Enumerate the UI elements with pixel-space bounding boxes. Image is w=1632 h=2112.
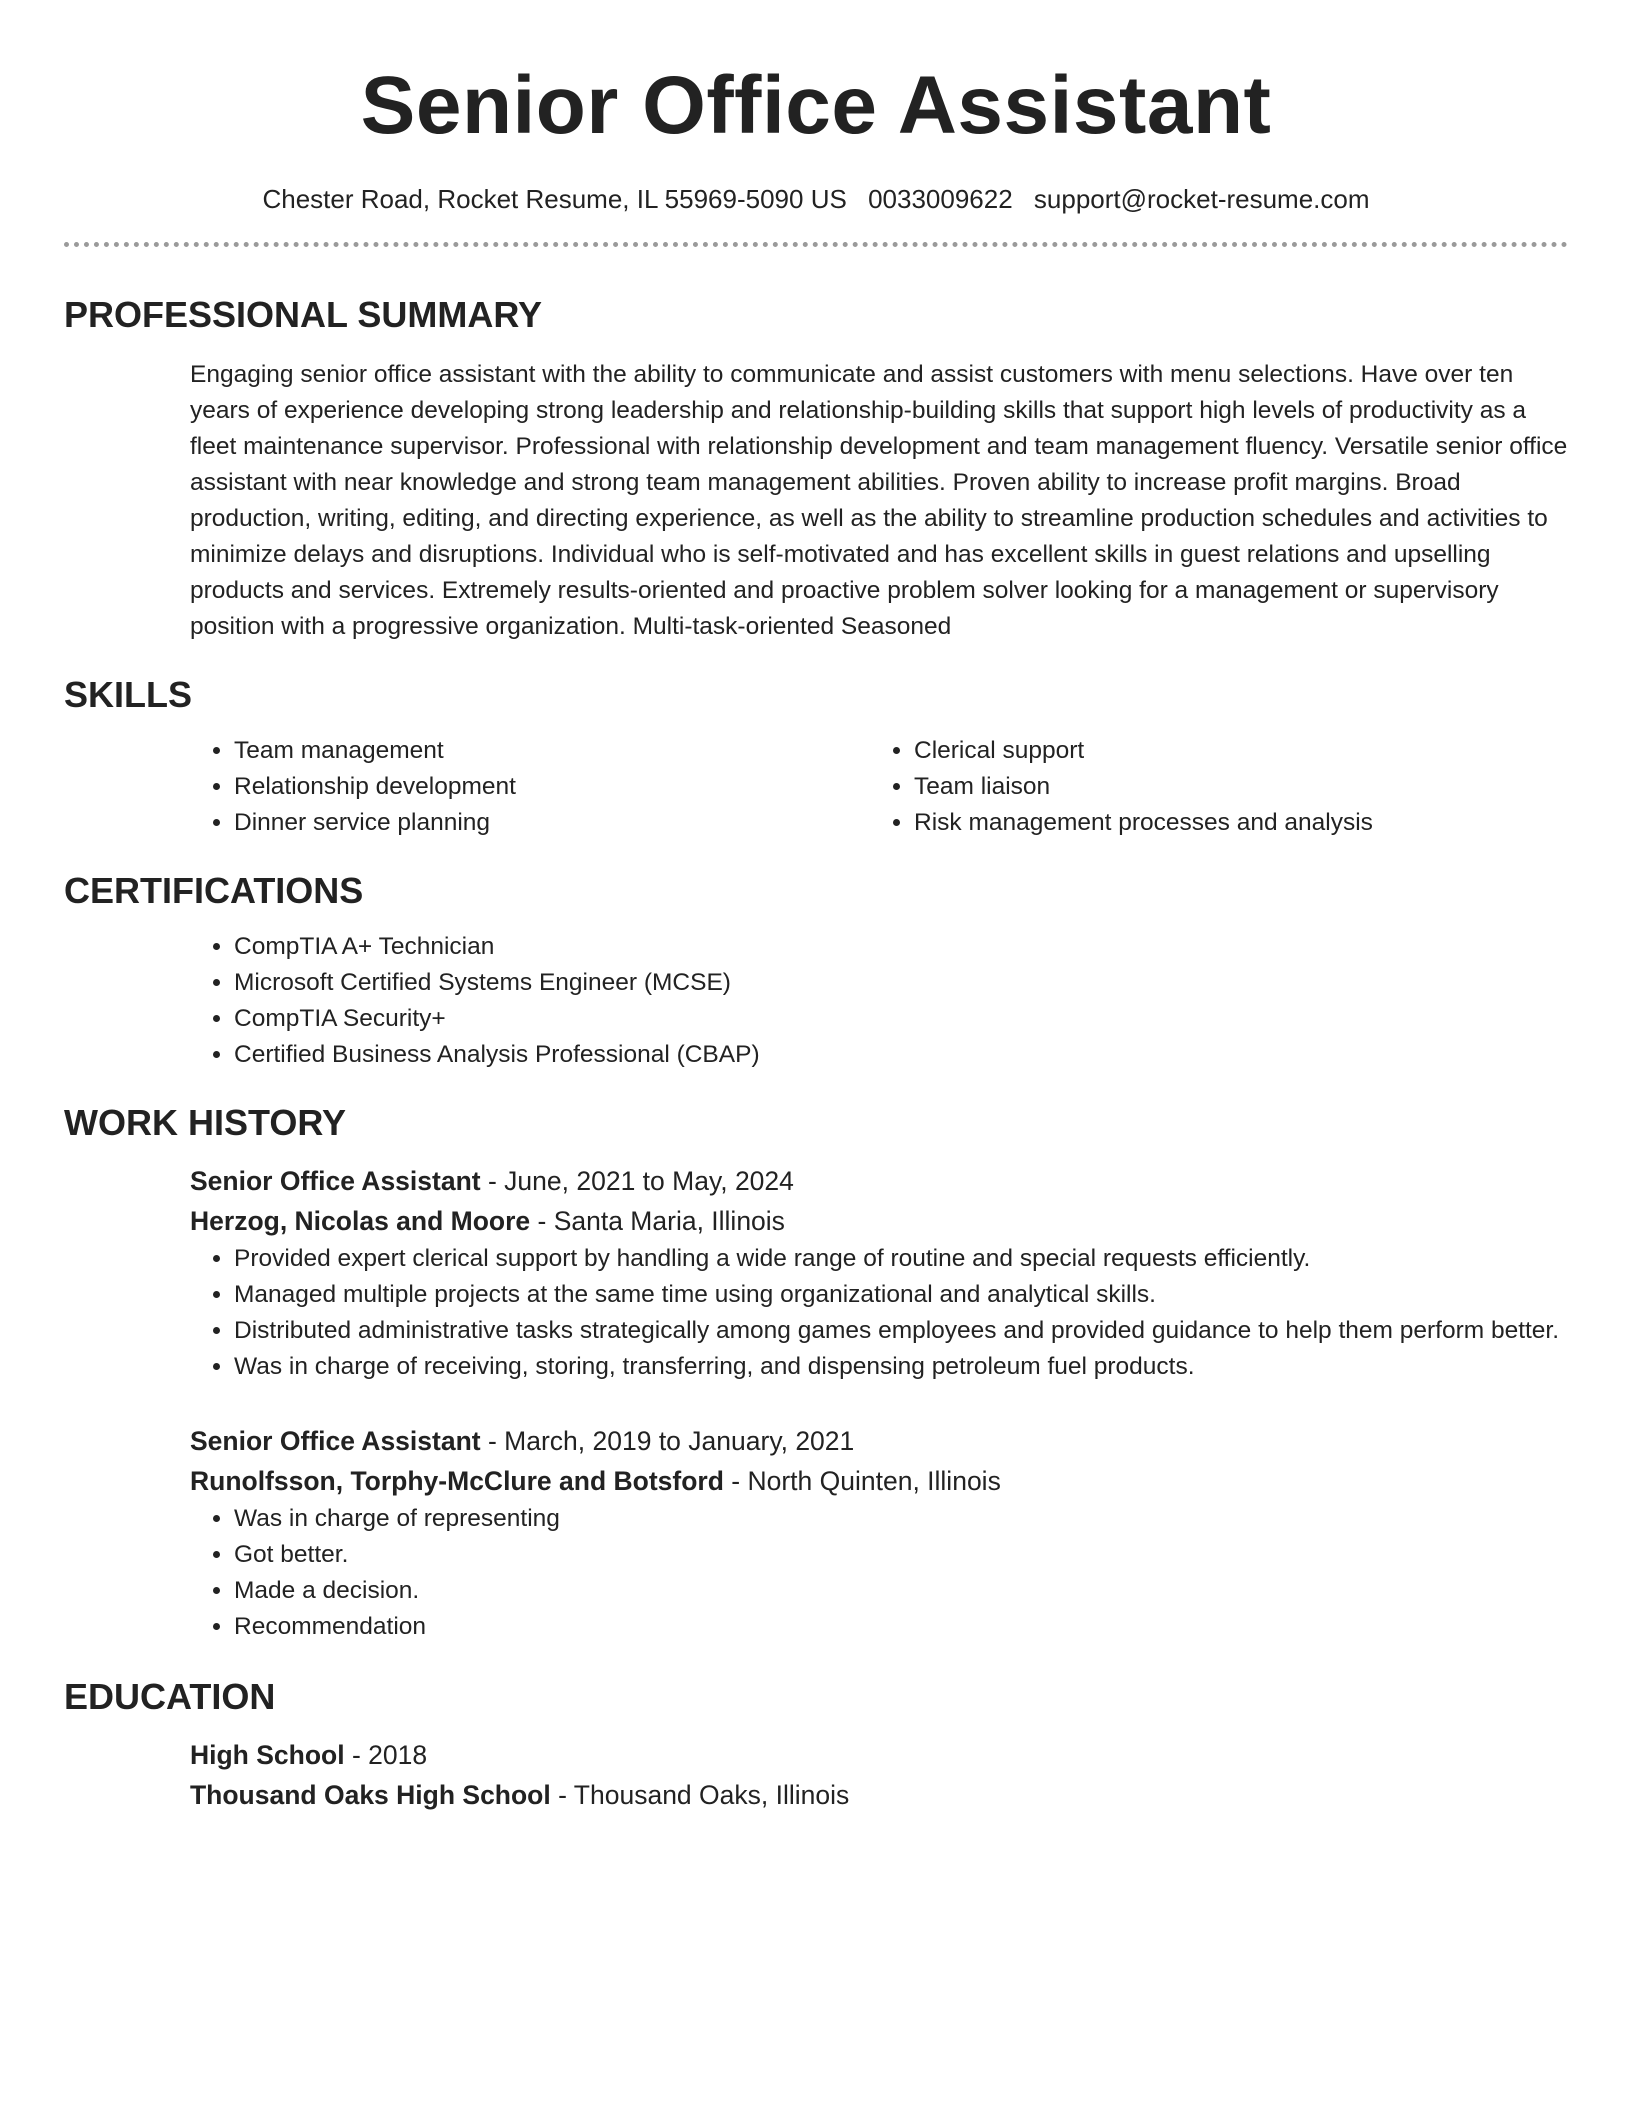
certification-item: • Certified Business Analysis Professional (CBAP)	[234, 1037, 1568, 1073]
job-dates: - March, 2019 to January, 2021	[480, 1426, 855, 1456]
certification-item: • CompTIA A+ Technician	[234, 929, 1568, 965]
skill-item: • Risk management processes and analysis	[914, 805, 1550, 841]
contact-address: Chester Road, Rocket Resume, IL 55969-5090 US	[262, 184, 847, 214]
job-bullets	[190, 1501, 1568, 1645]
section-title-summary: PROFESSIONAL SUMMARY	[64, 294, 543, 335]
job-bullet: • Managed multiple projects at the same time using organizational and analytical skills.	[234, 1277, 1568, 1313]
job-role-line	[190, 1161, 1568, 1201]
summary-text: Engaging senior office assistant with the ability to communicate and assist customers with menu selections. Have over ten years of experience developing strong leadership and relationship-building skills that support high levels of productivity as a fleet maintenance supervisor. Professional with relationship development and team management fluency. Versatile senior office assistant with near knowledge and strong team management abilities. Proven ability to increase profit margins. Broad production, writing, editing, and directing experience, as well as the ability to streamline production schedules and activities to minimize delays and disruptions. Individual who is self-motivated and has excellent skills in guest relations and upselling products and services. Extremely results-oriented and proactive problem solver looking for a management or supervisory position with a progressive organization. Multi-task-oriented Seasoned	[190, 361, 1568, 640]
contact-email: support@rocket-resume.com	[1033, 184, 1370, 214]
education-year: - 2018	[344, 1740, 428, 1770]
job-bullet: • Got better.	[234, 1537, 1568, 1573]
contact-line	[64, 182, 1568, 216]
education-entry	[190, 1735, 1568, 1815]
section-title-skills: SKILLS	[64, 674, 193, 715]
skills-grid	[190, 733, 1568, 841]
job-bullets	[190, 1241, 1568, 1385]
contact-phone: 0033009622	[868, 184, 1013, 214]
resume-name: Senior Office Assistant	[360, 60, 1272, 151]
job-location: - North Quinten, Illinois	[723, 1466, 1001, 1496]
job-bullet: • Was in charge of representing	[234, 1501, 1568, 1537]
job-company-line	[190, 1201, 1568, 1241]
skill-item: • Relationship development	[234, 769, 870, 805]
job-entry	[190, 1161, 1568, 1385]
skills-list-left	[190, 733, 870, 841]
job-dates: - June, 2021 to May, 2024	[480, 1166, 794, 1196]
job-company: Herzog, Nicolas and Moore	[190, 1206, 531, 1236]
education-location: - Thousand Oaks, Illinois	[550, 1780, 850, 1810]
job-bullet: • Recommendation	[234, 1609, 1568, 1645]
certification-item: • CompTIA Security+	[234, 1001, 1568, 1037]
section-title-certifications: CERTIFICATIONS	[64, 870, 364, 911]
job-role: Senior Office Assistant	[190, 1166, 481, 1196]
education-degree-line	[190, 1735, 1568, 1775]
education-degree: High School	[190, 1740, 345, 1770]
job-company: Runolfsson, Torphy-McClure and Botsford	[190, 1466, 724, 1496]
job-bullet: • Provided expert clerical support by handling a wide range of routine and special requests efficiently.	[234, 1241, 1568, 1277]
job-bullet: • Was in charge of receiving, storing, transferring, and dispensing petroleum fuel products.	[234, 1349, 1568, 1385]
job-company-line	[190, 1461, 1568, 1501]
job-location: - Santa Maria, Illinois	[530, 1206, 785, 1236]
certification-item: • Microsoft Certified Systems Engineer (MCSE)	[234, 965, 1568, 1001]
skills-list-right	[870, 733, 1550, 841]
skill-item: • Team management	[234, 733, 870, 769]
job-role-line	[190, 1421, 1568, 1461]
skill-item: • Clerical support	[914, 733, 1550, 769]
section-title-work-history: WORK HISTORY	[64, 1102, 347, 1143]
education-school-line	[190, 1775, 1568, 1815]
skill-item: • Team liaison	[914, 769, 1550, 805]
resume-page	[64, 0, 1568, 1815]
certifications-list	[190, 929, 1568, 1073]
job-entry	[190, 1421, 1568, 1645]
section-title-education: EDUCATION	[64, 1676, 276, 1717]
job-bullet: • Made a decision.	[234, 1573, 1568, 1609]
job-role: Senior Office Assistant	[190, 1426, 481, 1456]
skill-item: • Dinner service planning	[234, 805, 870, 841]
header-divider	[64, 242, 1568, 247]
education-school: Thousand Oaks High School	[190, 1780, 551, 1810]
job-bullet: • Distributed administrative tasks strategically among games employees and provided guidance to help them perform better.	[234, 1313, 1568, 1349]
